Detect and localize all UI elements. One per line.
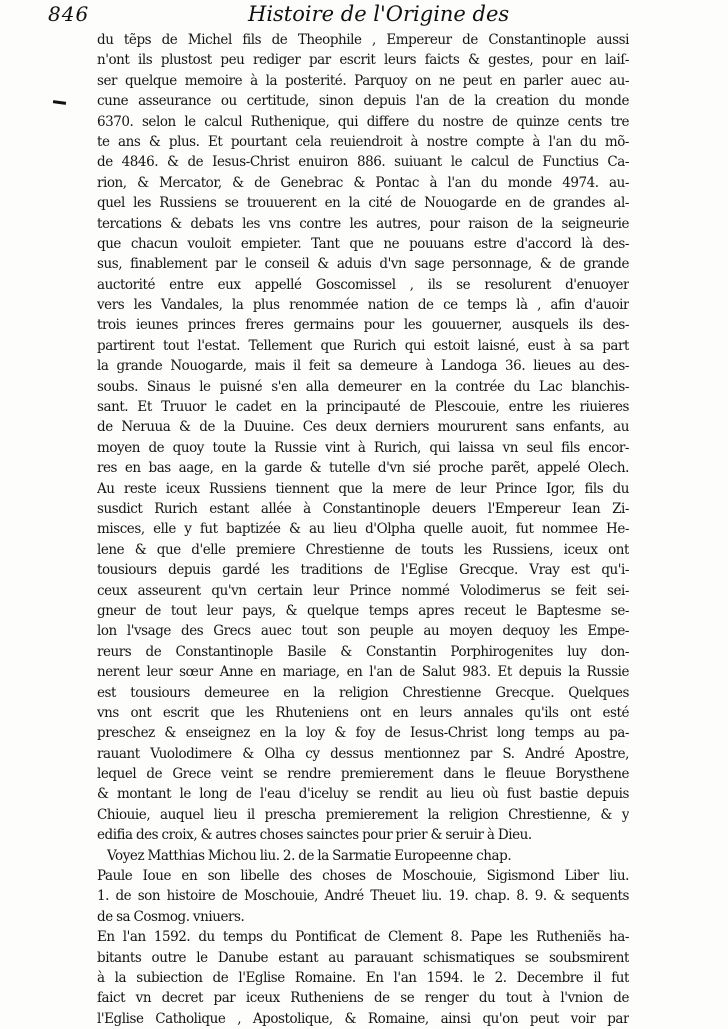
text-line: moyen de quoy toute la Russie vint à Rurich, qui laissa vn seul fils encor- xyxy=(97,439,629,456)
text-line: vers les Vandales, la plus renommée nation de ce temps là , afin d'auoir xyxy=(97,297,629,314)
text-line: lequel de Grece veint se rendre premierement dans le fleuue Borysthene xyxy=(97,766,629,783)
text-line: susdict Rurich estant allée à Constantinople deuers l'Empereur Iean Zi- xyxy=(97,500,629,517)
paragraph-3 xyxy=(97,927,629,1029)
text-line: Voyez Matthias Michou liu. 2. de la Sarmatie Europeenne chap. xyxy=(107,847,512,864)
text-line: de sa Cosmog. vniuers. xyxy=(97,908,245,925)
text-line: gneur de tout leur pays, & quelque temps apres receut le Baptesme se- xyxy=(97,602,629,619)
text-line: faict vn decret par iceux Rutheniens de se renger du tout à l'vnion de xyxy=(97,990,629,1007)
text-line: sant. Et Truuor le cadet en la principauté de Plescouie, entre les riuieres xyxy=(97,399,629,416)
text-line: edifia des croix, & autres choses sainctes pour prier & seruir à Dieu. xyxy=(97,827,532,844)
text-line: En l'an 1592. du temps du Pontificat de Clement 8. Pape les Rutheniẽs ha- xyxy=(97,929,629,946)
text-line: quel les Russiens se trouuerent en la cité de Nouogarde en de grandes al- xyxy=(97,195,629,212)
text-line: bitants outre le Danube estant au parauant schismatiques se soubsmirent xyxy=(97,949,629,966)
text-line: partirent tout l'estat. Tellement que Rurich qui estoit laisné, eust à sa part xyxy=(97,337,629,354)
text-line: lon l'vsage des Grecs auec tout son peuple au moyen dequoy les Empe- xyxy=(97,623,629,640)
text-line: de 4846. & de Iesus-Christ enuiron 886. suiuant le calcul de Functius Ca- xyxy=(97,154,629,171)
text-line: vns ont escrit que les Rhuteniens ont en leurs annales qu'ils ont esté xyxy=(97,704,629,721)
text-line: 6370. selon le calcul Ruthenique, qui differe du nostre de quinze cents tre xyxy=(97,113,629,130)
text-line: Au reste iceux Russiens tiennent que la mere de leur Prince Igor, fils du xyxy=(97,480,629,497)
text-line: reurs de Constantinople Basile & Constantin Porphirogenites luy don- xyxy=(97,643,629,660)
text-line: & montant le long de l'eau d'iceluy se rendit au lieu où fust bastie depuis xyxy=(97,786,629,803)
text-line: ser quelque memoire à la posterité. Parquoy on ne peut en parler auec au- xyxy=(97,72,629,89)
margin-mark xyxy=(53,100,66,105)
text-line: tousiours depuis gardé les traditions de l'Eglise Grecque. Vray est qu'i- xyxy=(97,562,629,579)
text-line: te ans & plus. Et pourtant cela reuiendroit à nostre compte à l'an du mõ- xyxy=(97,133,629,150)
text-line: Chiouie, auquel lieu il prescha premierement la religion Chrestienne, & y xyxy=(97,806,629,823)
page-number: 846 xyxy=(48,2,90,26)
text-line: nerent leur sœur Anne en mariage, en l'an de Salut 983. Et depuis la Russie xyxy=(97,664,629,681)
text-line: ceux asseurent qu'vn certain leur Prince nommé Volodimerus se feit sei- xyxy=(97,582,629,599)
text-line: rion, & Mercator, & de Genebrac & Pontac à l'an du monde 4974. au- xyxy=(97,174,629,191)
text-line: sus, finablement par le conseil & aduis d'vn sage personnage, & de grande xyxy=(97,256,629,273)
text-line: res en bas aage, en la garde & tutelle d'vn sié proche parẽt, appelé Olech. xyxy=(97,460,629,477)
running-head: Histoire de l'Origine des xyxy=(248,2,510,26)
text-line: tercations & debats les vns contre les autres, pour raison de la seigneurie xyxy=(97,215,629,232)
paragraph-references xyxy=(97,846,629,928)
text-line: Paule Ioue en son libelle des choses de Moschouie, Sigismond Liber liu. xyxy=(97,868,629,885)
text-line: que chacun vouloit empieter. Tant que ne pouuans estre d'accord là des- xyxy=(97,235,629,252)
text-line: de Neruua & de la Duuine. Ces deux derniers moururent sans enfants, au xyxy=(97,419,629,436)
text-line: cune asseurance ou certitude, sinon depuis l'an de la creation du monde xyxy=(97,93,629,110)
text-line: misces, elle y fut baptizée & au lieu d'Olpha quelle auoit, fut nommee He- xyxy=(97,521,629,538)
body-text xyxy=(97,30,629,1029)
text-line: du tẽps de Michel fils de Theophile , Empereur de Constantinople aussi xyxy=(97,32,629,48)
text-line: trois ieunes princes freres germains pour les gouuerner, ausquels ils des- xyxy=(97,317,629,334)
text-line: preschez & enseignez en la loy & foy de Iesus-Christ long temps au pa- xyxy=(97,725,629,742)
text-line: 1. de son histoire de Moschouie, André Theuet liu. 19. chap. 8. 9. & sequents xyxy=(97,888,629,905)
text-line: à la subiection de l'Eglise Romaine. En l'an 1594. le 2. Decembre il fut xyxy=(97,969,629,986)
text-line: l'Eglise Catholique , Apostolique, & Romaine, ainsi qu'on peut voir par xyxy=(97,1010,629,1027)
text-line: la grande Nouogarde, mais il feit sa demeure à Landoga 36. lieues au des- xyxy=(97,358,629,375)
text-line: n'ont ils plustost peu rediger par escrit leurs faicts & gestes, pour en laiſ- xyxy=(97,52,629,69)
paragraph-1 xyxy=(97,30,629,846)
text-line: lene & que d'elle premiere Chrestienne de touts les Russiens, iceux ont xyxy=(97,541,629,558)
text-line: auctorité entre eux appellé Goscomissel , ils se resolurent d'enuoyer xyxy=(97,276,629,293)
page-header xyxy=(48,2,648,28)
text-line: est tousiours demeuree en la religion Chrestienne Grecque. Quelques xyxy=(97,684,629,701)
text-line: soubs. Sinaus le puisné s'en alla demeurer en la contrée du Lac blanchis- xyxy=(97,378,629,395)
text-line: rauant Vuolodimere & Olha cy dessus mentionnez par S. André Apostre, xyxy=(97,745,629,762)
